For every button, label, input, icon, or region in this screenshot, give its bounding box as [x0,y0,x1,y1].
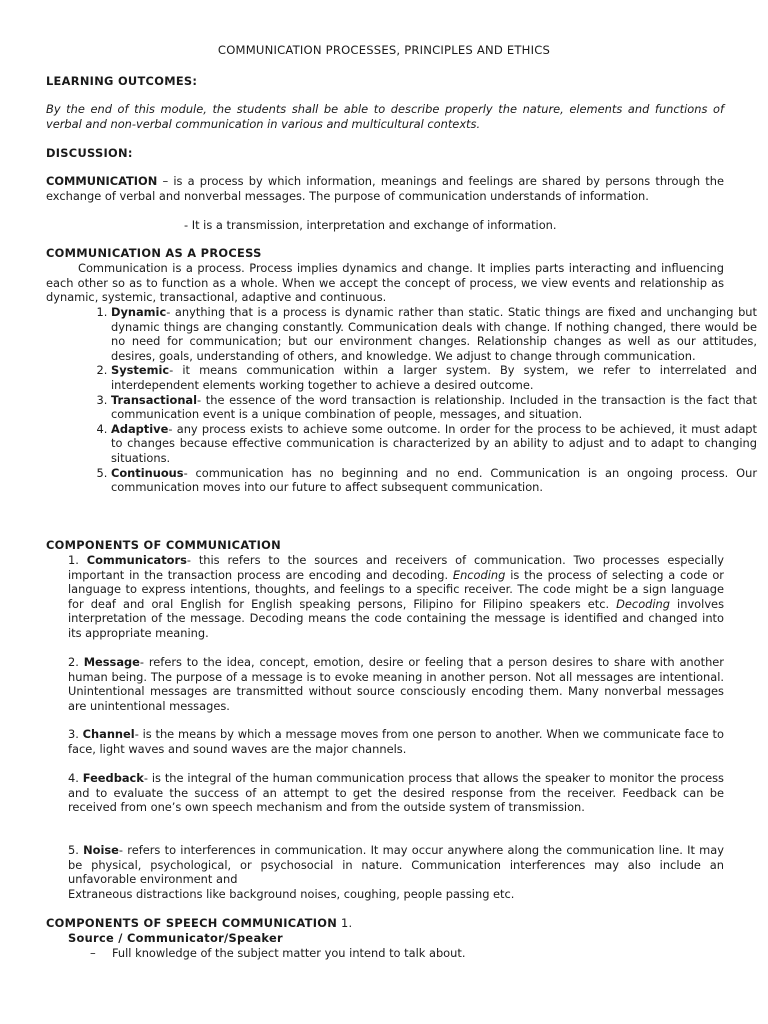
list-item-term: Continuous [111,465,184,480]
component-text: involves interpretation of the message. Decoding means the code containing the message is identified and changed into its appropriate meaning. [68,596,724,640]
components-heading: COMPONENTS OF COMMUNICATION [46,538,281,552]
discussion-heading: DISCUSSION: [46,146,133,160]
speech-subheading: Source / Communicator/Speaker [68,931,283,945]
communication-definition [46,174,724,203]
component-term: Communicators [86,553,187,567]
list-item-text: - communication has no beginning and no end. Communication is an ongoing process. Our communication moves into our future to affect subsequent communication. [111,465,757,495]
component-number: 2. [68,655,84,669]
page-title: COMMUNICATION PROCESSES, PRINCIPLES AND ETHICS [217,43,551,57]
component-term: Message [83,655,140,669]
speech-heading [46,916,352,931]
component-term: Channel [82,727,135,741]
learning-outcomes-text: By the end of this module, the students shall be able to describe properly the nature, elements and functions of verbal and non-verbal communication in various and multicultural contexts. [46,102,724,131]
component-feedback [68,771,724,815]
list-item [111,363,757,392]
component-number: 4. [68,771,83,785]
speech-item: Full knowledge of the subject matter you intend to talk about. [112,946,466,960]
component-term: Noise [83,843,119,857]
component-text: - is the means by which a message moves from one person to another. When we communicate face to face, light waves and sound waves are the major channels. [68,727,724,756]
list-item-term: Dynamic [111,305,167,319]
decoding-term: Decoding [616,596,671,611]
list-item-text: - anything that is a process is dynamic rather than static. Static things are fixed and unchanging but dynamic things are changing constantly. Communication deals with change. If nothing changed, there would be no need for communication; but our environment changes. Relationship changes as well as our attitudes, desires, goals, understanding of others, and knowledge. We adjust to change through communication. [111,305,757,363]
learning-outcomes-heading: LEARNING OUTCOMES: [46,74,198,88]
speech-heading-text: COMPONENTS OF SPEECH COMMUNICATION [46,916,338,930]
list-item [111,466,757,495]
component-communicators [68,553,724,641]
communication-term: COMMUNICATION [46,174,158,188]
component-message [68,655,724,713]
list-item-text: - any process exists to achieve some outcome. In order for the process to be achieved, it must adapt to changes because effective communication is characterized by an ability to adjust and to adapt to changing situations. [111,421,757,465]
component-term: Feedback [82,771,144,785]
list-item-term: Systemic [111,363,170,378]
process-intro: Communication is a process. Process implies dynamics and change. It implies parts interacting and influencing each other so as to function as a whole. When we accept the concept of process, we view events and relationship as dynamic, systemic, transactional, adaptive and continuous. [46,261,724,305]
process-heading: COMMUNICATION AS A PROCESS [46,246,262,260]
list-item [111,305,757,363]
component-number: 3. [68,727,83,741]
component-number: 1. [68,553,87,567]
list-item-text: - the essence of the word transaction is relationship. Included in the transaction is the fact that communication event is a unique combination of people, messages, and situation. [111,392,757,422]
encoding-term: Encoding [452,567,506,582]
component-text: - this refers to the sources and receivers of communication. Two processes especially important in the transaction process are encoding and decoding. [68,553,724,582]
component-text: - is the integral of the human communication process that allows the speaker to monitor the process and to evaluate the success of an attempt to get the desired response from the receiver. Feedback can be received from one’s own speech mechanism and from the outside system of transmission. [68,771,724,815]
list-item-text: - it means communication within a larger system. By system, we refer to interrelated and interdependent elements working together to achieve a desired outcome. [111,363,757,392]
list-item [111,393,757,422]
component-noise-continued: Extraneous distractions like background noises, coughing, people passing etc. [68,887,515,901]
list-item-term: Transactional [111,392,198,407]
speech-number: 1. [337,916,353,930]
component-text: - refers to interferences in communication. It may occur anywhere along the communication line. It may be physical, psychological, or psychosocial in nature. Communication interferences may also include an unfavorable environment and [68,843,724,887]
component-number: 5. [68,843,84,857]
definition-bullet: - It is a transmission, interpretation and exchange of information. [184,218,557,232]
component-channel [68,727,724,756]
component-noise [68,843,724,887]
communication-definition-text: – is a process by which information, meanings and feelings are shared by persons through the exchange of verbal and nonverbal messages. The purpose of communication understands of information. [46,174,724,203]
list-item [111,422,757,466]
component-text: is the process of selecting a code or language to express intentions, thoughts, and feelings to a specific receiver. The code might be a sign language for deaf and oral English for English speaking persons, Filipino for Filipino speakers etc. [68,567,724,611]
dash-bullet: – [90,946,96,960]
process-list [78,305,757,495]
component-text: - refers to the idea, concept, emotion, desire or feeling that a person desires to share with another human being. The purpose of a message is to evoke meaning in another person. Not all messages are intentional. Unintentional messages are transmitted without source consciously encoding them. Many nonverbal messages are unintentional messages. [68,655,724,713]
list-item-term: Adaptive [111,421,169,436]
